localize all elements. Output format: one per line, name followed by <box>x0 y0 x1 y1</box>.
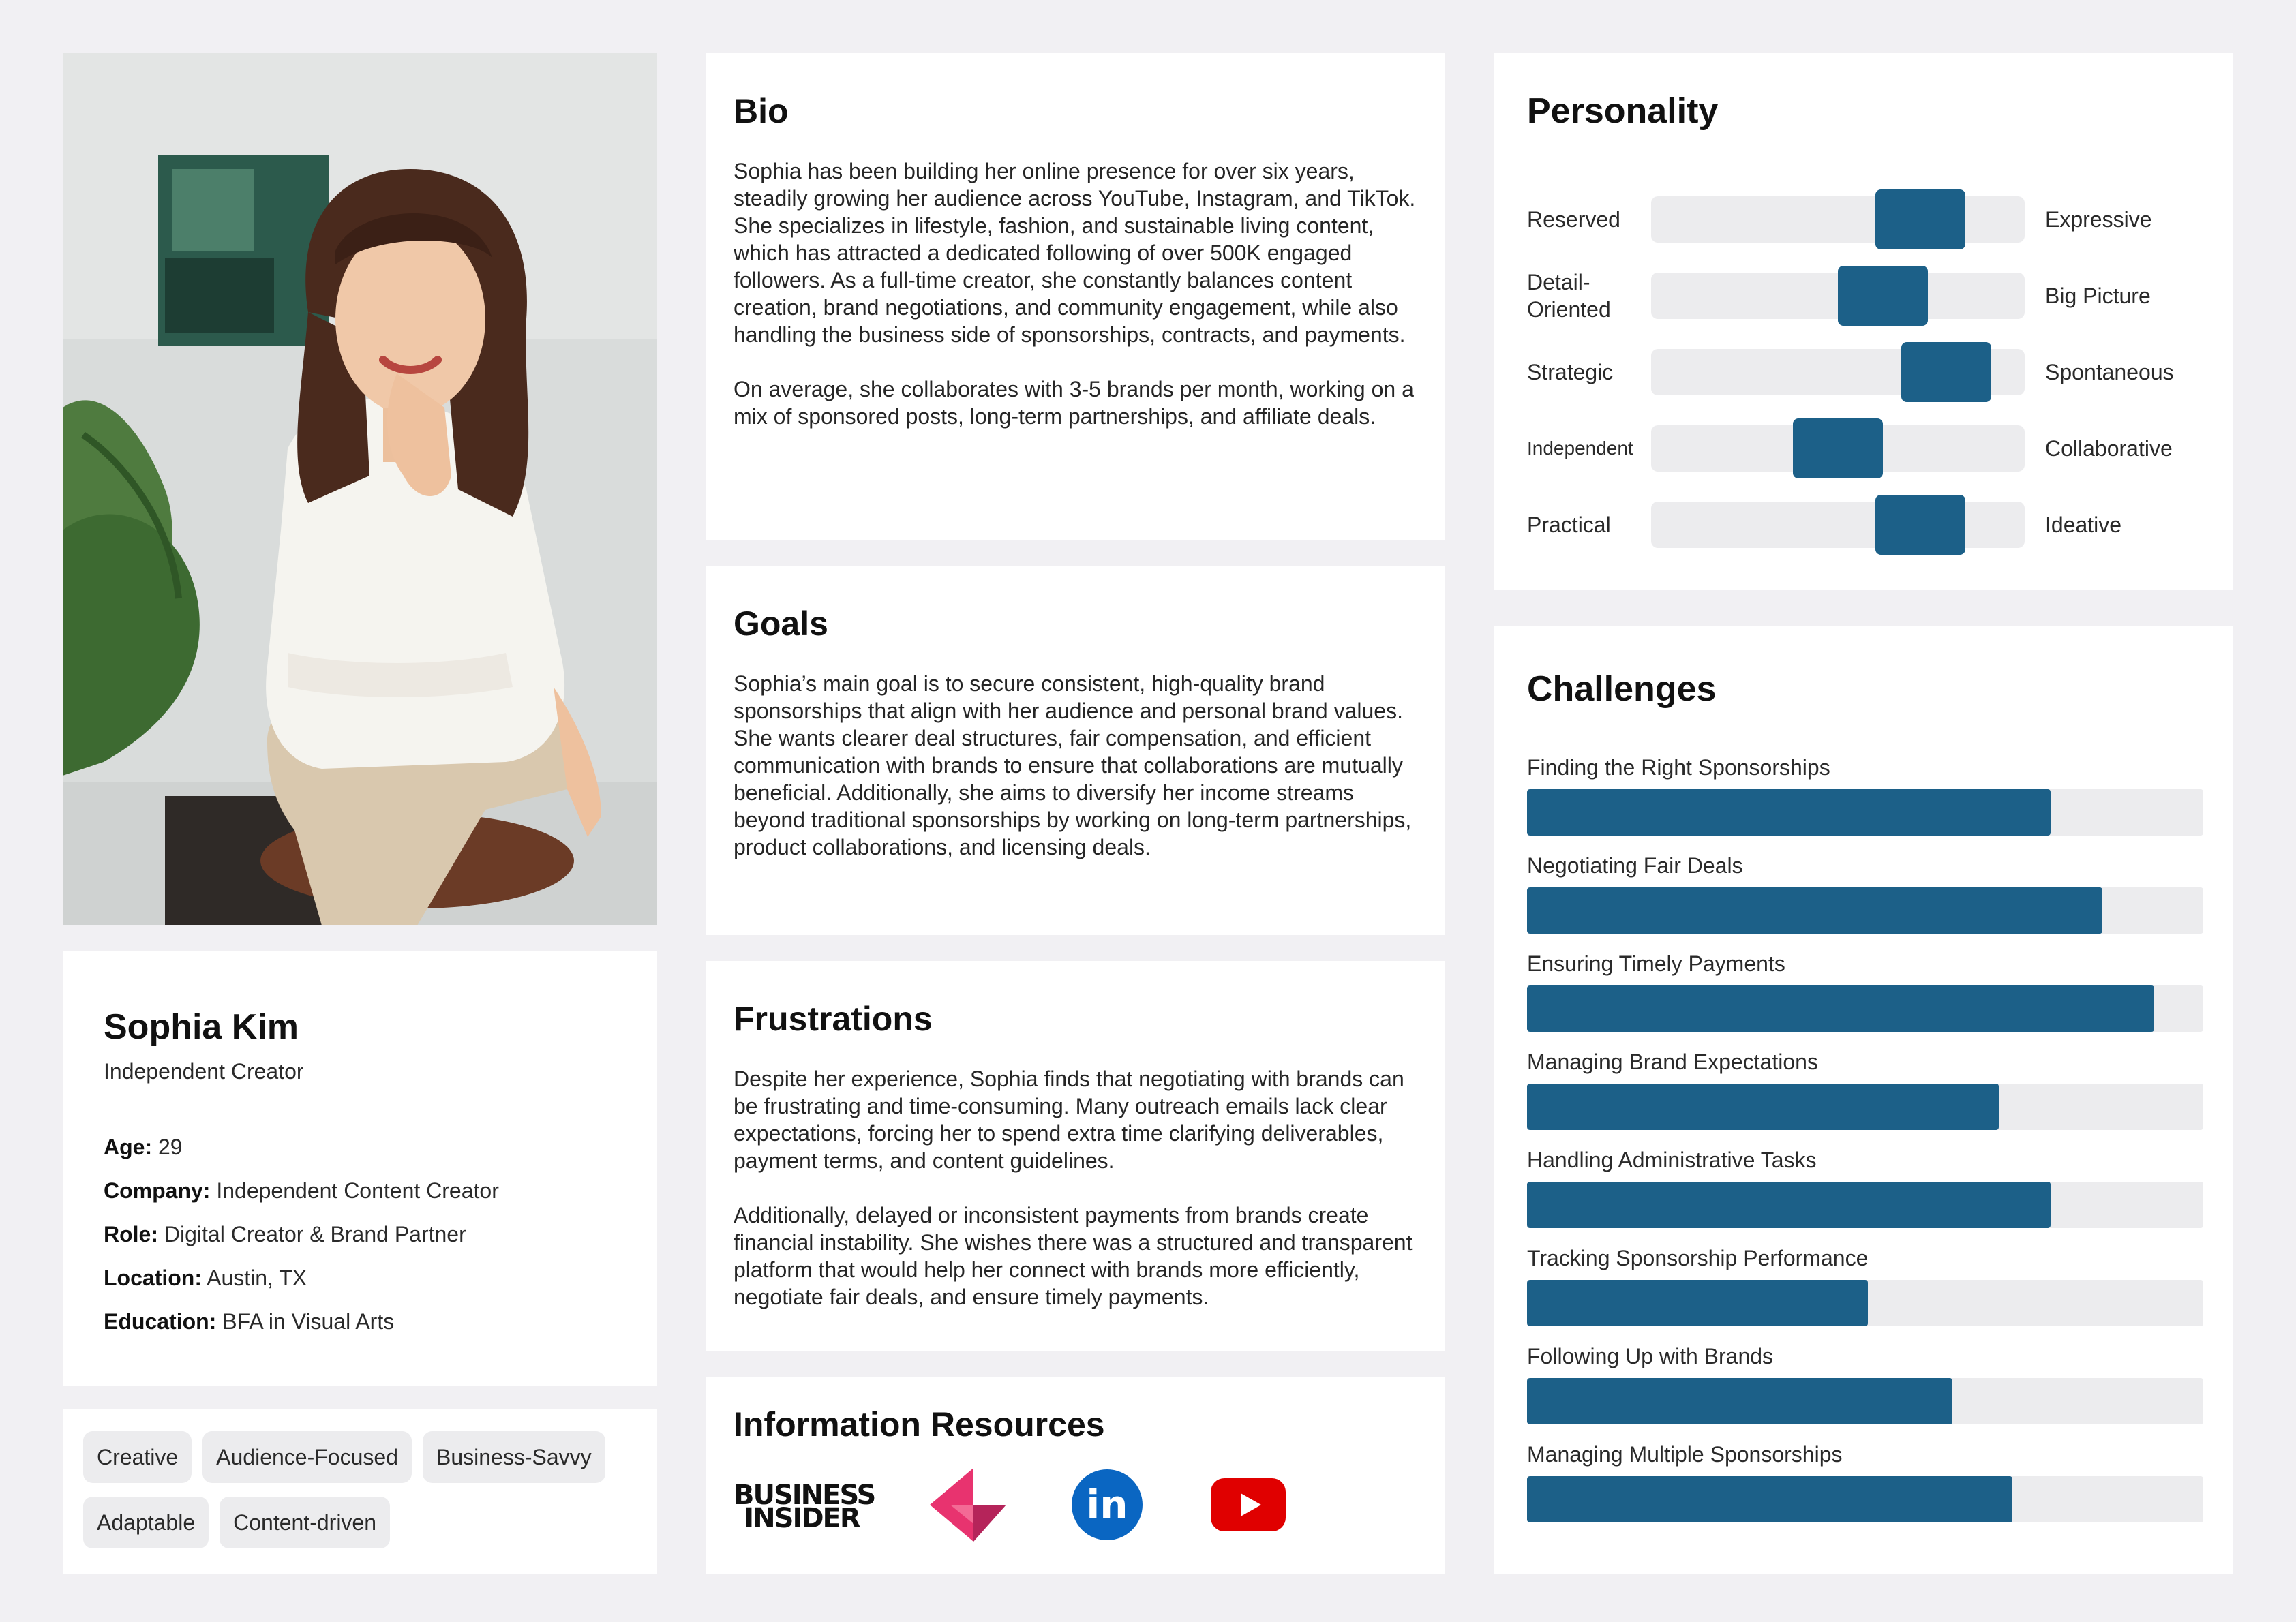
challenge-bar-fill <box>1527 1280 1868 1326</box>
challenge-item <box>1527 950 2203 1032</box>
challenge-item <box>1527 1441 2203 1522</box>
challenge-label: Finding the Right Sponsorships <box>1527 755 1830 780</box>
profile-photo <box>63 53 657 925</box>
youtube-logo[interactable] <box>1211 1478 1286 1535</box>
fact-label: Education: <box>104 1309 217 1334</box>
trait-track <box>1651 425 2025 472</box>
trait-slider-handle[interactable] <box>1875 189 1965 249</box>
challenge-item <box>1527 1048 2203 1130</box>
frustrations-paragraph: Additionally, delayed or inconsistent payments from brands create financial instability. She wishes there was a structured and transparent platform that would help her connect with brands more efficiently, negotiate fair deals, and ensure timely payments. <box>734 1203 1413 1309</box>
challenge-item <box>1527 1343 2203 1424</box>
challenge-item <box>1527 754 2203 836</box>
fact-value: BFA in Visual Arts <box>216 1309 395 1334</box>
trait-row <box>1527 420 2209 477</box>
fact-education <box>104 1300 616 1343</box>
trait-row <box>1527 343 2209 401</box>
persona-name: Sophia Kim <box>104 1007 299 1047</box>
fact-label: Location: <box>104 1266 202 1291</box>
trait-row <box>1527 267 2209 324</box>
profile-card <box>63 951 657 1386</box>
business-insider-logo[interactable] <box>734 1479 875 1534</box>
trait-right-label: Big Picture <box>2045 283 2151 308</box>
fact-value: 29 <box>152 1135 183 1160</box>
trait-track <box>1651 349 2025 395</box>
goals-paragraph: Sophia’s main goal is to secure consistent, high-quality brand sponsorships that align with her audience and personal brand values. She wants clearer deal structures, fair compensation, and efficient communication with brands to ensure that collaborations are mutually beneficial. Additionally, she aims to diversify her income streams beyond traditional sponsorships by working on long-term partnerships, product collaborations, and licensing deals. <box>734 671 1412 859</box>
challenge-bar-fill <box>1527 1378 1952 1424</box>
personality-title: Personality <box>1527 91 1719 131</box>
frustrations-title: Frustrations <box>734 1000 933 1038</box>
frustrations-card <box>706 961 1445 1351</box>
challenge-bar-fill <box>1527 985 2154 1032</box>
tag-chip: Audience-Focused <box>202 1431 412 1483</box>
resources-title: Information Resources <box>734 1405 1105 1443</box>
resources-card <box>706 1377 1445 1574</box>
challenge-bar-track <box>1527 1476 2203 1522</box>
challenge-bar-track <box>1527 789 2203 836</box>
fact-location <box>104 1256 616 1300</box>
resource-logos <box>734 1468 1418 1545</box>
goals-card <box>706 566 1445 935</box>
tag-chip: Business-Savvy <box>423 1431 605 1483</box>
persona-facts <box>104 1125 616 1343</box>
trait-right-label: Ideative <box>2045 512 2122 537</box>
linkedin-logo-text: in <box>1086 1482 1128 1528</box>
trait-row <box>1527 496 2209 553</box>
challenge-bar-fill <box>1527 789 2051 836</box>
bio-title: Bio <box>734 92 789 130</box>
challenge-label: Ensuring Timely Payments <box>1527 951 1785 976</box>
challenge-label: Negotiating Fair Deals <box>1527 853 1743 878</box>
challenge-item <box>1527 1244 2203 1326</box>
challenge-bar-fill <box>1527 1084 1999 1130</box>
trait-right-label: Spontaneous <box>2045 359 2174 384</box>
challenge-bar-track <box>1527 1280 2203 1326</box>
trait-track <box>1651 502 2025 548</box>
challenge-item <box>1527 1146 2203 1228</box>
trait-track <box>1651 196 2025 243</box>
trait-slider-handle[interactable] <box>1901 342 1991 402</box>
trait-left-label: Reserved <box>1527 207 1620 232</box>
bio-card <box>706 53 1445 540</box>
goals-title: Goals <box>734 605 828 643</box>
trait-left-label: Detail-Oriented <box>1527 270 1611 322</box>
logo-text: INSIDER <box>744 1502 860 1534</box>
tag-chip: Content-driven <box>220 1497 390 1548</box>
challenge-bar-fill <box>1527 1182 2051 1228</box>
trait-slider-handle[interactable] <box>1793 418 1883 478</box>
trait-left-label: Strategic <box>1527 360 1614 384</box>
trait-slider-handle[interactable] <box>1875 495 1965 555</box>
challenge-bar-track <box>1527 1182 2203 1228</box>
challenge-bar-track <box>1527 1084 2203 1130</box>
fact-value: Digital Creator & Brand Partner <box>158 1222 466 1247</box>
persona-subtitle: Independent Creator <box>104 1059 304 1084</box>
fact-age <box>104 1125 616 1169</box>
bio-paragraph: Sophia has been building her online presence for over six years, steadily growing her audience across YouTube, Instagram, and TikTok. She specializes in lifestyle, fashion, and sustainable living content, which has attracted a dedicated following of over 500K engaged followers. As a full-time creator, she constantly balances content creation, brand negotiations, and community engagement, while also handling the business side of sponsorships, contracts, and payments. <box>734 159 1416 347</box>
trait-track <box>1651 273 2025 319</box>
linkedin-logo[interactable] <box>1072 1469 1143 1544</box>
fact-role <box>104 1212 616 1256</box>
fact-company <box>104 1169 616 1212</box>
pink-brand-logo[interactable] <box>930 1468 1006 1545</box>
trait-row <box>1527 191 2209 248</box>
frustrations-paragraph: Despite her experience, Sophia finds that negotiating with brands can be frustrating and time-consuming. Many outreach emails lack clear expectations, forcing her to spend extra time clarifying deliverables, payment terms, and content guidelines. <box>734 1067 1404 1173</box>
bio-paragraph: On average, she collaborates with 3-5 brands per month, working on a mix of sponsored posts, long-term partnerships, and affiliate deals. <box>734 377 1414 429</box>
tag-chip: Adaptable <box>83 1497 209 1548</box>
challenge-bar-track <box>1527 1378 2203 1424</box>
personality-card <box>1494 53 2233 590</box>
challenges-card <box>1494 626 2233 1574</box>
trait-right-label: Expressive <box>2045 206 2152 232</box>
fact-value: Independent Content Creator <box>210 1178 499 1204</box>
fact-label: Age: <box>104 1135 153 1160</box>
challenge-label: Following Up with Brands <box>1527 1344 1774 1368</box>
trait-left-label: Independent <box>1527 438 1633 459</box>
trait-right-label: Collaborative <box>2045 435 2173 461</box>
fact-value: Austin, TX <box>201 1266 307 1291</box>
challenge-bar-fill <box>1527 1476 2012 1522</box>
fact-label: Role: <box>104 1222 158 1247</box>
portrait-illustration <box>63 53 657 925</box>
tag-chip: Creative <box>83 1431 192 1483</box>
challenge-item <box>1527 852 2203 934</box>
tags-card <box>63 1409 657 1574</box>
fact-label: Company: <box>104 1178 211 1204</box>
challenge-label: Managing Multiple Sponsorships <box>1527 1442 1843 1467</box>
challenge-bar-track <box>1527 985 2203 1032</box>
challenge-label: Tracking Sponsorship Performance <box>1527 1246 1869 1270</box>
challenge-bar-track <box>1527 887 2203 934</box>
trait-left-label: Practical <box>1527 512 1611 537</box>
challenge-bar-fill <box>1527 887 2102 934</box>
challenge-label: Handling Administrative Tasks <box>1527 1148 1817 1172</box>
challenge-label: Managing Brand Expectations <box>1527 1050 1818 1074</box>
challenges-title: Challenges <box>1527 669 1717 709</box>
trait-slider-handle[interactable] <box>1838 266 1928 326</box>
logo-text: BUSINESS <box>734 1479 875 1511</box>
